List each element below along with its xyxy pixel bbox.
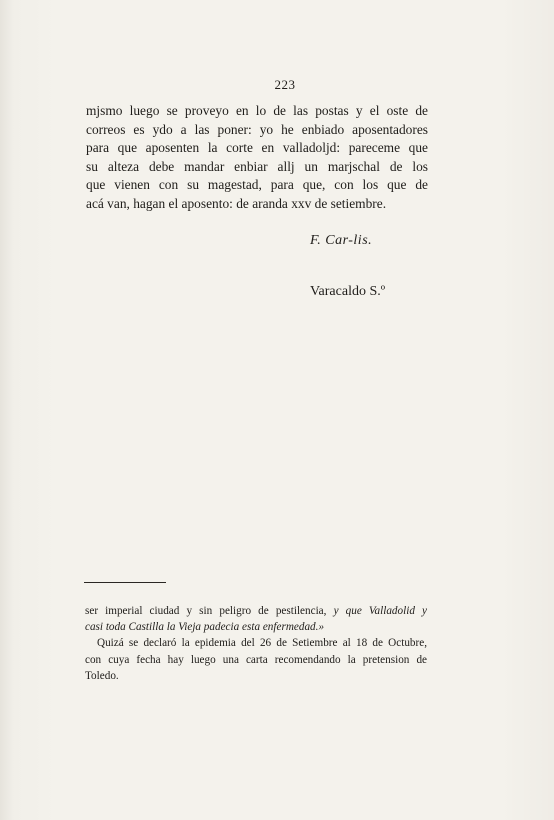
footnote-line: con cuya fecha hay luego una carta recomendando la pretension de — [85, 653, 427, 666]
page-number: 223 — [274, 77, 296, 92]
letter-body — [86, 102, 428, 214]
footnote-line: Quizá se declaró la epidemia del 26 de Setiembre al 18 de Octubre, — [97, 637, 427, 650]
signature: F. Car-lis. — [310, 233, 373, 248]
body-line: su alteza debe mandar enbiar allj un marjschal de los — [86, 158, 428, 174]
footnote-italic-text: y que Valladolid y — [333, 605, 427, 617]
footnote-line — [85, 619, 427, 635]
footnote-text: ser imperial ciudad y sin peligro de pestilencia, — [85, 605, 327, 617]
countersignature: Varacaldo S.º — [310, 284, 386, 299]
body-line: acá van, hagan el aposento: de aranda xxv de setiembre. — [86, 195, 387, 211]
body-line: mjsmo luego se proveyo en lo de las postas y el oste de — [86, 103, 428, 118]
footnote-line — [85, 603, 427, 619]
footnote-divider — [84, 582, 166, 583]
footnote-italic-text: casi toda Castilla la Vieja padecia esta enfermedad.» — [85, 621, 325, 634]
body-line: que vienen con su magestad, para que, con los que de — [86, 177, 428, 193]
footnote-line: Toledo. — [85, 669, 119, 682]
body-line: correos es ydo a las poner: yo he enbiado aposentadores — [86, 121, 428, 137]
body-line: para que aposenten la corte en valladoljd: pareceme que — [86, 140, 428, 156]
footnotes — [85, 603, 427, 684]
